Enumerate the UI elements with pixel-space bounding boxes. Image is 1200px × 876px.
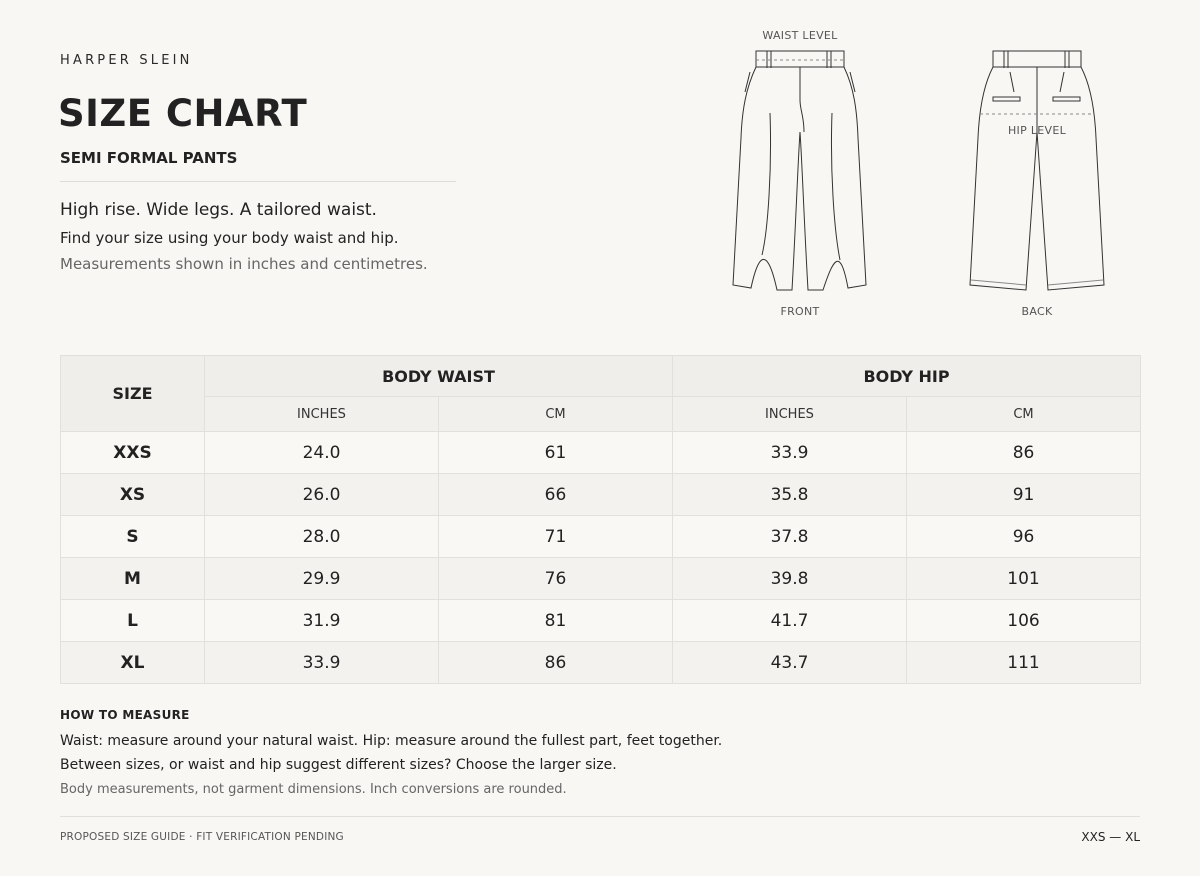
body-hip-header: BODY HIP: [673, 356, 1141, 397]
back-view-drawing: [970, 51, 1104, 318]
waist-cm-cell: 71: [439, 516, 673, 558]
hip-cm-cell: 86: [907, 432, 1141, 474]
brand-name: HARPER SLEIN: [60, 53, 193, 68]
hip-inches-header: INCHES: [673, 397, 907, 432]
size-cell: XL: [61, 642, 205, 684]
waist-cm-header: CM: [439, 397, 673, 432]
table-row: [61, 516, 1141, 558]
size-cell: L: [61, 600, 205, 642]
product-subtitle: SEMI FORMAL PANTS: [60, 149, 238, 167]
size-column-header: SIZE: [61, 356, 205, 432]
hip-level-label: HIP LEVEL: [1007, 124, 1067, 137]
intro-text: Find your size using your body waist and hip.: [60, 229, 399, 247]
hip-cm-cell: 106: [907, 600, 1141, 642]
table-row: [61, 474, 1141, 516]
size-cell: M: [61, 558, 205, 600]
hip-inches-cell: 41.7: [673, 600, 907, 642]
hip-cm-cell: 101: [907, 558, 1141, 600]
size-cell: XS: [61, 474, 205, 516]
waist-inches-cell: 33.9: [205, 642, 439, 684]
front-view-drawing: [733, 29, 866, 318]
waist-inches-cell: 26.0: [205, 474, 439, 516]
waist-inches-cell: 29.9: [205, 558, 439, 600]
header-divider: [60, 181, 456, 182]
waist-inches-cell: 24.0: [205, 432, 439, 474]
hip-inches-cell: 33.9: [673, 432, 907, 474]
how-to-note: Body measurements, not garment dimensions. Inch conversions are rounded.: [60, 782, 567, 797]
hip-cm-cell: 96: [907, 516, 1141, 558]
back-label: BACK: [1021, 305, 1053, 318]
size-cell: XXS: [61, 432, 205, 474]
hip-inches-cell: 39.8: [673, 558, 907, 600]
how-to-line: Between sizes, or waist and hip suggest different sizes? Choose the larger size.: [60, 757, 617, 773]
how-to-line: Waist: measure around your natural waist. Hip: measure around the fullest part, feet together.: [60, 733, 723, 749]
waist-cm-cell: 81: [439, 600, 673, 642]
hip-cm-header: CM: [907, 397, 1141, 432]
waist-cm-cell: 66: [439, 474, 673, 516]
units-note: Measurements shown in inches and centimetres.: [60, 255, 428, 273]
size-cell: S: [61, 516, 205, 558]
size-table: [60, 355, 1141, 684]
waist-level-label: WAIST LEVEL: [762, 29, 838, 42]
body-waist-header: BODY WAIST: [205, 356, 673, 397]
table-row: [61, 558, 1141, 600]
front-label: FRONT: [780, 305, 820, 318]
footer-note: PROPOSED SIZE GUIDE · FIT VERIFICATION PENDING: [60, 831, 344, 843]
waist-cm-cell: 86: [439, 642, 673, 684]
waist-inches-cell: 28.0: [205, 516, 439, 558]
waist-inches-header: INCHES: [205, 397, 439, 432]
tagline: High rise. Wide legs. A tailored waist.: [60, 200, 377, 220]
table-row: [61, 600, 1141, 642]
waist-cm-cell: 61: [439, 432, 673, 474]
waist-cm-cell: 76: [439, 558, 673, 600]
hip-inches-cell: 43.7: [673, 642, 907, 684]
footer-divider: [60, 816, 1140, 817]
table-row: [61, 642, 1141, 684]
hip-cm-cell: 91: [907, 474, 1141, 516]
hip-cm-cell: 111: [907, 642, 1141, 684]
how-to-measure-heading: HOW TO MEASURE: [60, 708, 190, 722]
hip-inches-cell: 37.8: [673, 516, 907, 558]
table-row: [61, 432, 1141, 474]
hip-inches-cell: 35.8: [673, 474, 907, 516]
pants-illustration: [720, 20, 1140, 330]
waist-inches-cell: 31.9: [205, 600, 439, 642]
page-title: SIZE CHART: [58, 92, 308, 135]
size-range: XXS — XL: [1081, 830, 1140, 844]
